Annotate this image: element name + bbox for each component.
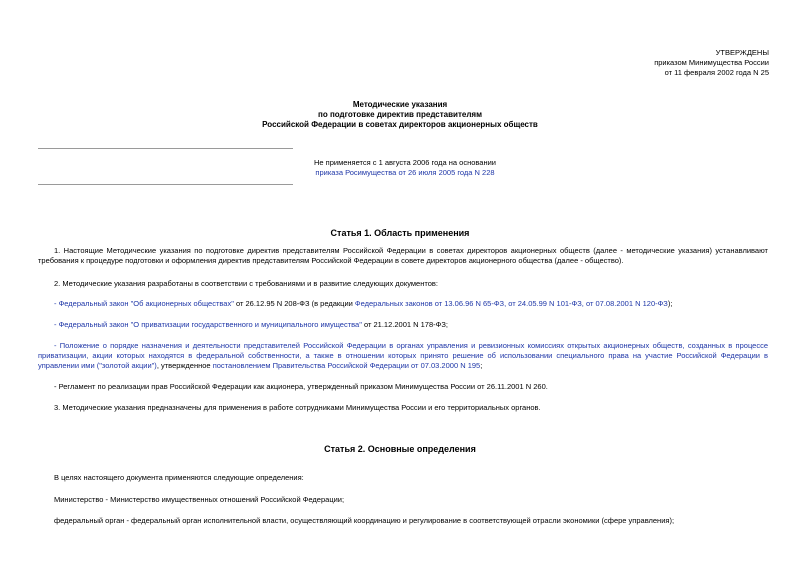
government-decree-link[interactable]: постановлением Правительства Российской Федерации от 07.03.2000 N 195 bbox=[212, 361, 481, 370]
article-1-paragraph-3: 3. Методические указания предназначены для применения в работе сотрудниками Минимущества России и его территориальных органов. bbox=[54, 403, 541, 412]
approval-line-1: УТВЕРЖДЕНЫ bbox=[715, 48, 769, 57]
article-1-item-4: - Регламент по реализации прав Российской Федерации как акционера, утвержденный приказом Минимущества России от 26.11.2001 N 260. bbox=[54, 382, 548, 391]
divider-bottom bbox=[38, 184, 293, 185]
status-link[interactable]: приказа Росимущества от 26 июля 2005 года N 228 bbox=[315, 168, 495, 177]
law-privatization-link[interactable]: - Федеральный закон "О приватизации государственного и муниципального имущества" bbox=[54, 320, 362, 329]
article-1-item-2 bbox=[38, 320, 768, 330]
approval-line-2: приказом Минимущества России bbox=[654, 58, 769, 67]
approval-line-3: от 11 февраля 2002 года N 25 bbox=[664, 68, 769, 77]
article-1-heading: Статья 1. Область применения bbox=[330, 228, 470, 238]
item-2-text: от 21.12.2001 N 178-ФЗ; bbox=[361, 320, 448, 329]
definition-federal-body: федеральный орган - федеральный орган исполнительной власти, осуществляющий координацию и регулирование в соответствующей отрасли экономики (сфере управления); bbox=[54, 516, 675, 525]
status-line: Не применяется с 1 августа 2006 года на основании bbox=[314, 158, 496, 167]
law-amendments-link[interactable]: Федеральных законов от 13.06.96 N 65-ФЗ, от 24.05.99 N 101-ФЗ, от 07.08.2001 N 120-ФЗ bbox=[354, 299, 668, 308]
law-joint-stock-link[interactable]: - Федеральный закон "Об акционерных обществах" bbox=[54, 299, 234, 308]
regulation-representatives-link[interactable]: - Положение о порядке назначения и деятельности представителей Российской Федерации в органах управления и ревизионных комиссиях открытых акционерных обществ, созданных в процессе приватизации, акции которых находятся в федеральной собственности, а также в отношении которых принято решение об использовании специального права на участие Российской Федерации в управлении ими ("золотой акции") bbox=[38, 341, 768, 370]
divider-top bbox=[38, 148, 293, 149]
definition-ministry: Министерство - Министерство имущественных отношений Российской Федерации; bbox=[54, 495, 345, 504]
document-title bbox=[100, 100, 700, 130]
article-2-heading: Статья 2. Основные определения bbox=[324, 444, 476, 454]
item-3-text-1: , утвержденное bbox=[156, 361, 213, 370]
item-1-text-2: ); bbox=[667, 299, 673, 308]
article-1-paragraph-2: 2. Методические указания разработаны в соответствии с требованиями и в развитие следующих документов: bbox=[54, 279, 438, 288]
article-1-item-3 bbox=[38, 341, 768, 371]
article-2-intro: В целях настоящего документа применяются следующие определения: bbox=[54, 473, 304, 482]
item-1-text-1: от 26.12.95 N 208-ФЗ (в редакции bbox=[233, 299, 355, 308]
title-line-1: Методические указания bbox=[352, 100, 448, 109]
status-note bbox=[240, 158, 570, 178]
approval-block bbox=[469, 48, 769, 78]
title-line-2: по подготовке директив представителям bbox=[318, 110, 482, 119]
article-1-paragraph-1: 1. Настоящие Методические указания по подготовке директив представителям Российской Федерации в советах директоров акционерных обществ (далее - методические указания) устанавливают требования к процедуре подготовки и оформления директив представителям Российской Федерации в совете директоров акционерного общества (далее - общество). bbox=[38, 246, 768, 265]
article-1-item-1 bbox=[38, 299, 768, 309]
title-line-3: Российской Федерации в советах директоров акционерных обществ bbox=[262, 120, 538, 129]
item-3-text-2: ; bbox=[480, 361, 483, 370]
